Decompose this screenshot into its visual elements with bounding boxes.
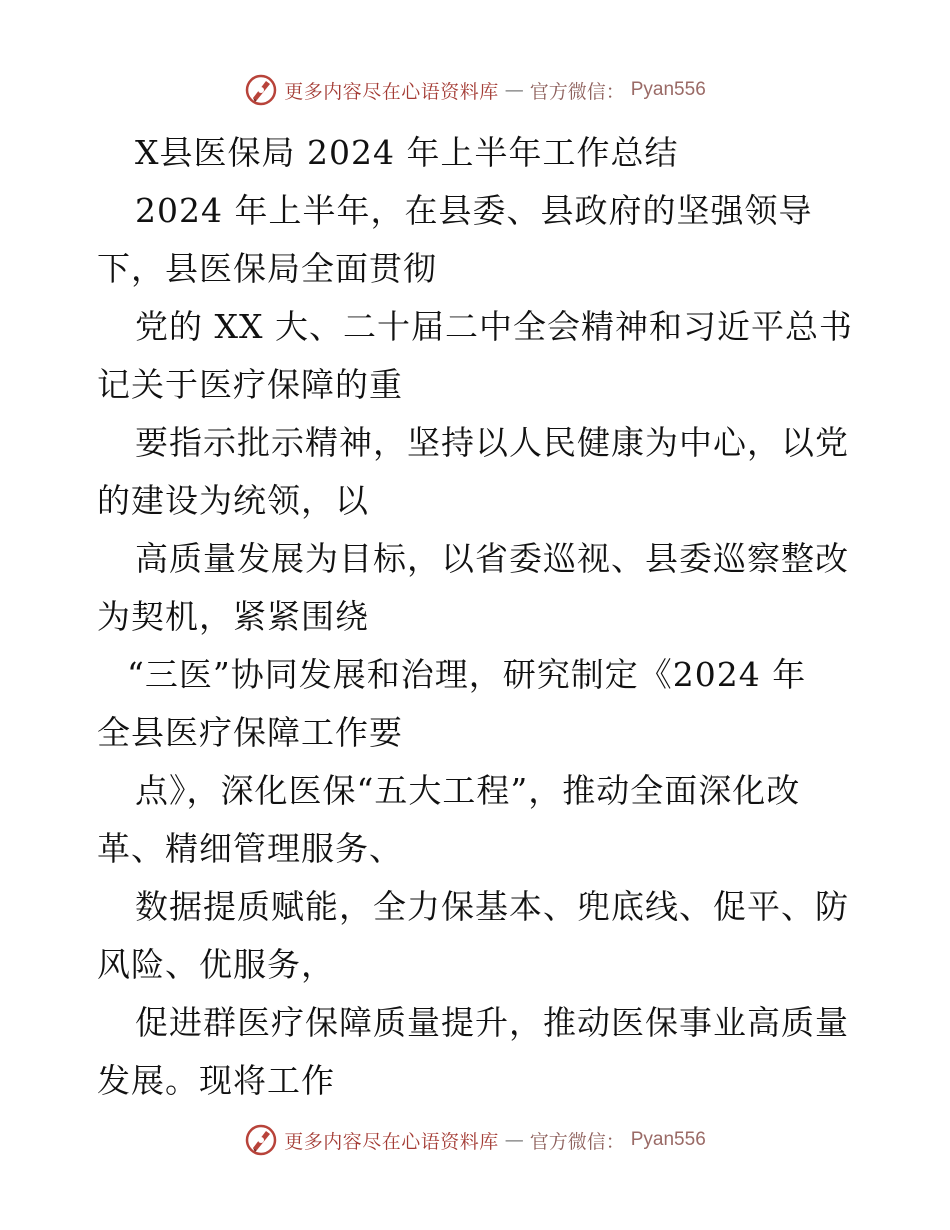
document-title: X县医保局 2024 年上半年工作总结 bbox=[135, 133, 679, 172]
watermark-banner-bottom bbox=[0, 1120, 950, 1160]
watermark-contact-label: 官方微信： bbox=[529, 80, 625, 103]
body-line: 高质量发展为目标，以省委巡视、县委巡察整改 bbox=[135, 539, 849, 578]
body-line: “三医”协同发展和治理，研究制定《2024 年 bbox=[127, 655, 807, 694]
body-line: 记关于医疗保障的重 bbox=[97, 365, 403, 404]
quill-pen-logo-icon bbox=[244, 1123, 278, 1157]
quill-pen-logo-icon bbox=[244, 73, 278, 107]
watermark-separator: — bbox=[504, 79, 524, 101]
body-line: 下，县医保局全面贯彻 bbox=[97, 249, 437, 288]
watermark-brand-text: 更多内容尽在心语资料库 bbox=[284, 80, 499, 103]
body-line: 2024 年上半年，在县委、县政府的坚强领导 bbox=[135, 191, 813, 230]
watermark-contact-id: Pyan556 bbox=[630, 1129, 706, 1150]
body-line: 革、精细管理服务、 bbox=[97, 829, 403, 868]
body-line: 党的 XX 大、二十届二中全会精神和习近平总书 bbox=[135, 307, 853, 346]
body-line: 要指示批示精神，坚持以人民健康为中心，以党 bbox=[135, 423, 849, 462]
watermark-brand-text: 更多内容尽在心语资料库 bbox=[284, 1130, 499, 1153]
body-line: 数据提质赋能，全力保基本、兜底线、促平、防 bbox=[135, 887, 849, 926]
body-line: 的建设为统领，以 bbox=[97, 481, 369, 520]
watermark-contact-id: Pyan556 bbox=[630, 79, 706, 100]
body-line: 全县医疗保障工作要 bbox=[97, 713, 403, 752]
body-line: 发展。现将工作 bbox=[97, 1061, 335, 1100]
body-line: 点》，深化医保“五大工程”，推动全面深化改 bbox=[135, 771, 801, 810]
body-line: 促进群医疗保障质量提升，推动医保事业高质量 bbox=[135, 1003, 849, 1042]
document-body bbox=[97, 124, 857, 1110]
watermark-separator: — bbox=[504, 1129, 524, 1151]
body-line: 风险、优服务， bbox=[97, 945, 335, 984]
body-line: 为契机，紧紧围绕 bbox=[97, 597, 369, 636]
watermark-banner-top bbox=[0, 70, 950, 110]
watermark-contact-label: 官方微信： bbox=[529, 1130, 625, 1153]
